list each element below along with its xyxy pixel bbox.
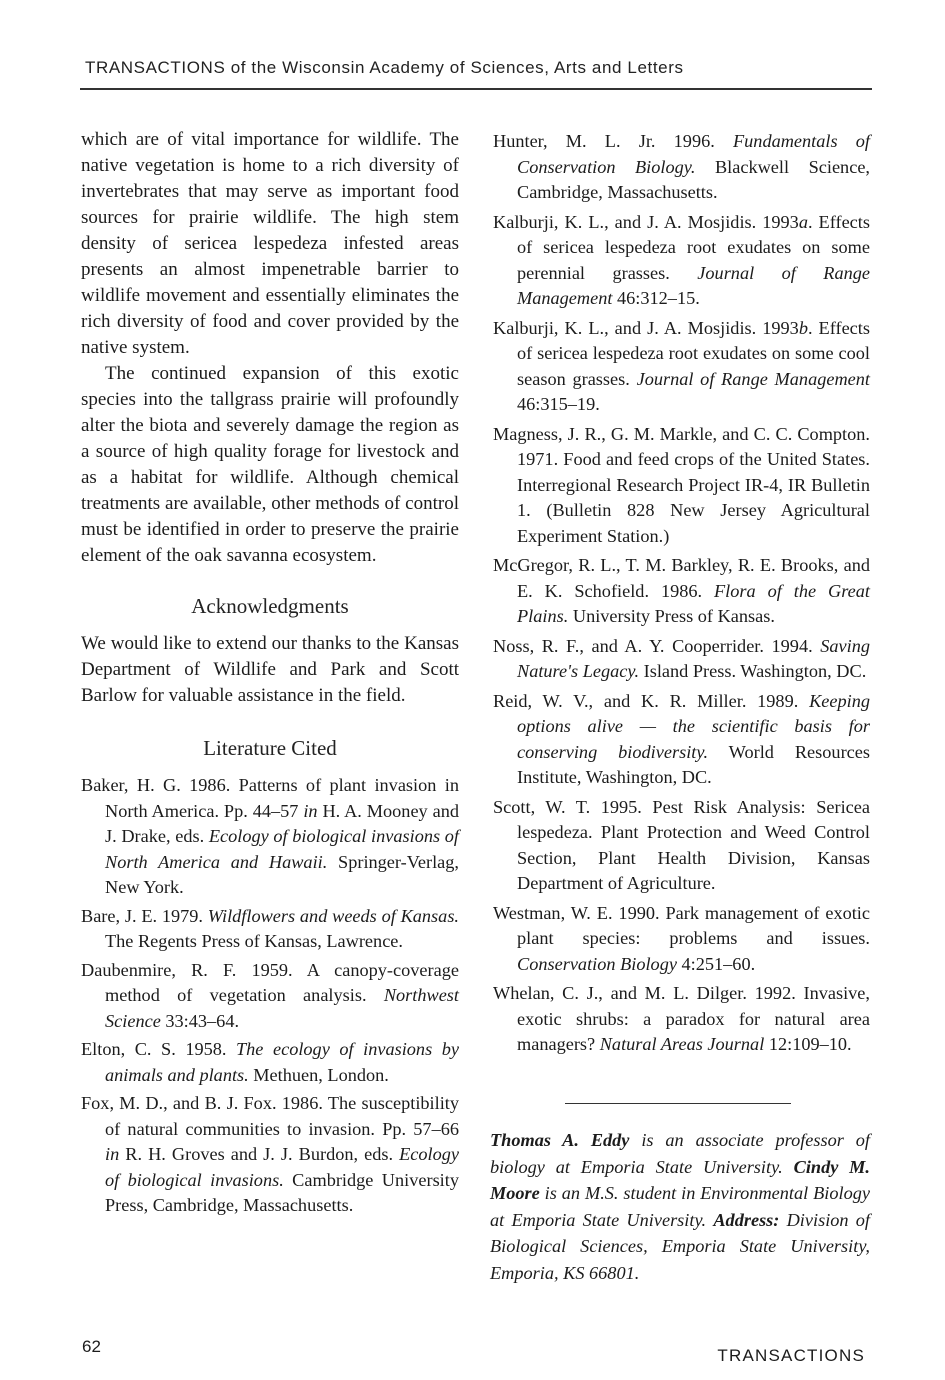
text-run: Hunter, M. L. Jr. 1996. [493, 131, 733, 151]
text-run: Springer-Verlag, New York. [105, 851, 460, 897]
text-run: 33:43–64. [160, 1010, 240, 1031]
right-column [493, 129, 870, 1062]
text-run: World Resources Institute, Washington, DC. [517, 741, 870, 787]
emphasis-text: Address: [713, 1209, 780, 1230]
text-run: Methuen, London. [248, 1064, 389, 1085]
reference-entry [493, 901, 870, 978]
text-run: . Effects of sericea lespedeza root exudates on some perennial grasses. [517, 211, 870, 283]
text-run: Whelan, C. J., and M. L. Dilger. 1992. Invasive, exotic shrubs: a paradox for natural area managers? [493, 983, 870, 1054]
text-run: . Effects of sericea lespedeza root exudates on some cool season grasses. [517, 317, 870, 389]
italic-text: in [303, 800, 318, 821]
italic-text: Keeping options alive — the scientific basis for conserving biodiversity. [517, 690, 870, 762]
running-header: TRANSACTIONS of the Wisconsin Academy of Sciences, Arts and Letters [85, 58, 684, 77]
emphasis-text: Thomas A. Eddy [490, 1130, 630, 1150]
acknowledgments-heading: Acknowledgments [191, 594, 349, 618]
reference-entry [493, 634, 870, 685]
text-run: Island Press. Washington, DC. [639, 661, 867, 681]
text-run: Fox, M. D., and B. J. Fox. 1986. The susceptibility of natural communities to invasion. Pp. 57–66 [81, 1093, 459, 1139]
left-column [81, 127, 459, 1222]
text-run: The Regents Press of Kansas, Lawrence. [105, 931, 403, 951]
text-run: Westman, W. E. 1990. Park management of exotic plant species: problems and issues. [493, 902, 870, 948]
text-run: R. H. Groves and J. J. Burdon, eds. [119, 1144, 400, 1164]
text-run: Daubenmire, R. F. 1959. A canopy-coverage method of vegetation analysis. [81, 959, 459, 1005]
text-run: Noss, R. F., and A. Y. Cooperrider. 1994. [493, 635, 821, 656]
reference-entry [493, 795, 870, 897]
emphasis-text: Cindy M. Moore [490, 1156, 871, 1203]
reference-entry [493, 210, 870, 312]
italic-text: Wildflowers and weeds of Kansas. [207, 905, 459, 926]
text-run: 46:312–15. [612, 288, 700, 308]
text-run: McGregor, R. L., T. M. Barkley, R. E. Brooks, and E. K. Schofield. 1986. [493, 555, 870, 601]
text-run: Bare, J. E. 1979. [81, 905, 208, 926]
italic-text: Journal of Range Management [517, 262, 870, 308]
reference-entry [493, 129, 870, 206]
literature-cited-heading: Literature Cited [203, 736, 337, 760]
text-run: is an M.S. student in Environmental Biology at Emporia State University. [490, 1183, 870, 1230]
text-run: Division of Biological Sciences, Emporia State University, Emporia, KS 66801. [490, 1209, 870, 1283]
text-run: is an associate professor of biology at Emporia State University. [490, 1130, 871, 1177]
text-run: Scott, W. T. 1995. Pest Risk Analysis: Sericea lespedeza. Plant Protection and Weed Control Section, Plant Health Division, Kansas Department of Agriculture. [493, 796, 870, 893]
text-run: University Press of Kansas. [568, 606, 775, 626]
footer-journal-name: TRANSACTIONS [717, 1346, 865, 1365]
text-run: 4:251–60. [676, 953, 756, 974]
text-run: Elton, C. S. 1958. [81, 1039, 236, 1059]
references-right [493, 129, 870, 1058]
italic-text: Flora of the Great Plains. [517, 580, 870, 626]
italic-text: Conservation Biology [517, 953, 677, 974]
italic-text: Northwest Science [105, 985, 459, 1031]
italic-text: The ecology of invasions by animals and plants. [105, 1039, 459, 1085]
author-bio [490, 1127, 870, 1286]
header-rule [80, 88, 872, 90]
reference-entry [81, 1091, 459, 1219]
reference-entry [493, 981, 870, 1058]
italic-text: Journal of Range Management [636, 368, 871, 389]
italic-text: Fundamentals of Conservation Biology. [517, 131, 871, 177]
acknowledgments-text: We would like to extend our thanks to the Kansas Department of Wildlife and Park and Scott Barlow for valuable assistance in the field. [81, 633, 459, 706]
reference-entry [493, 553, 870, 630]
references-left [81, 773, 459, 1219]
reference-entry [81, 904, 459, 955]
reference-entry [81, 773, 459, 901]
text-run: Magness, J. R., G. M. Markle, and C. C. Compton. 1971. Food and feed crops of the United States. Interregional Research Project IR-4, IR Bulletin 1. (Bulletin 828 New Jersey Agricultural Experiment Station.) [493, 423, 870, 546]
reference-entry [81, 958, 459, 1035]
text-run: H. A. Mooney and J. Drake, eds. [105, 800, 459, 846]
italic-text: in [105, 1144, 120, 1164]
text-run: Blackwell Science, Cambridge, Massachusetts. [517, 156, 870, 202]
italic-text: a [798, 211, 808, 232]
italic-text: Ecology of biological invasions. [105, 1144, 459, 1190]
text-run: 46:315–19. [517, 394, 600, 414]
text-run: Cambridge University Press, Cambridge, Massachusetts. [105, 1169, 459, 1215]
reference-entry [493, 422, 870, 550]
text-run: Reid, W. V., and K. R. Miller. 1989. [493, 690, 810, 711]
section-divider [565, 1103, 791, 1104]
italic-text: Saving Nature's Legacy. [517, 635, 870, 681]
reference-entry [493, 689, 870, 791]
italic-text: b [798, 317, 808, 338]
italic-text: Ecology of biological invasions of North America and Hawaii. [105, 826, 459, 872]
page-number: 62 [82, 1337, 101, 1356]
body-paragraph: which are of vital importance for wildlife. The native vegetation is home to a rich diversity of invertebrates that may serve as important food sources for prairie wildlife. The high stem density of sericea lespedeza infested areas presents an almost impenetrable barrier to wildlife movement and essentially eliminates the rich diversity of food and cover provided by the native system. [81, 129, 459, 358]
italic-text: Natural Areas Journal [599, 1034, 765, 1054]
text-run: Baker, H. G. 1986. Patterns of plant invasion in North America. Pp. 44–57 [81, 775, 459, 821]
reference-entry [493, 316, 870, 418]
text-run: Kalburji, K. L., and J. A. Mosjidis. 1993 [493, 211, 799, 232]
body-paragraph: The continued expansion of this exotic species into the tallgrass prairie will profoundly alter the biota and severely damage the region as a source of high quality forage for livestock and as a habitat for wildlife. Although chemical treatments are available, other methods of control must be identified in order to preserve the prairie element of the oak savanna ecosystem. [81, 363, 459, 566]
reference-entry [81, 1037, 459, 1088]
text-run: Kalburji, K. L., and J. A. Mosjidis. 1993 [493, 317, 799, 338]
text-run: 12:109–10. [764, 1034, 852, 1054]
